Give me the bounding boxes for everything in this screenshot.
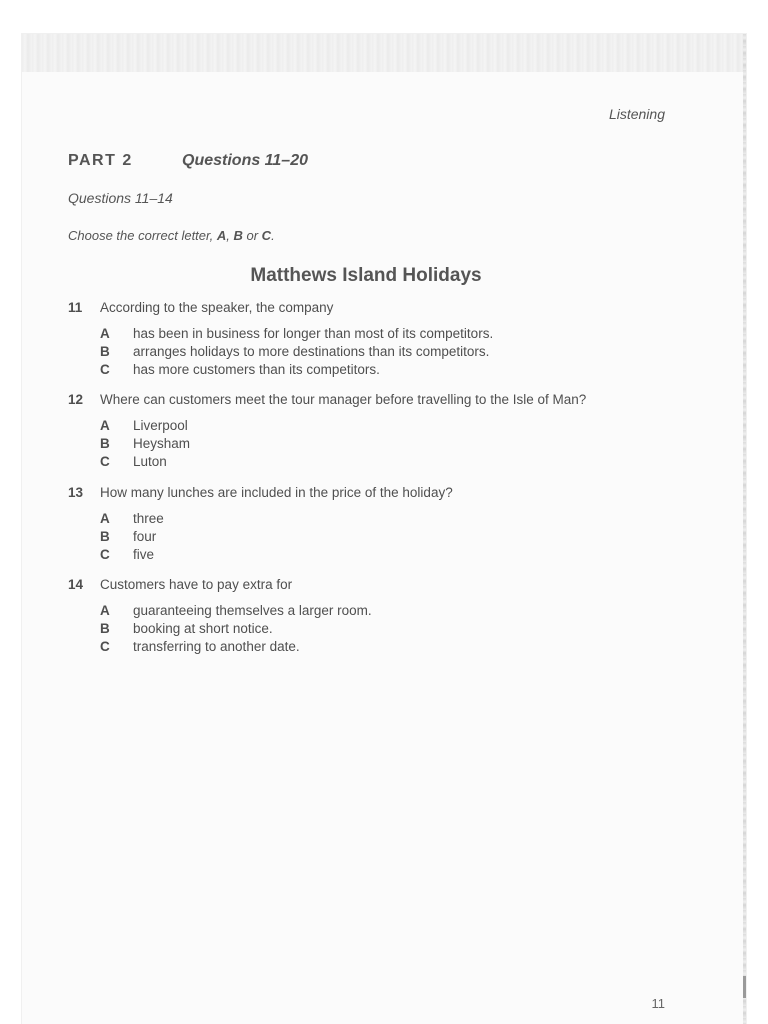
instruction-prefix: Choose the correct letter, (68, 228, 217, 243)
option-list (68, 417, 688, 471)
option-letter: A (100, 418, 110, 433)
option-text: Liverpool (133, 418, 188, 433)
sub-questions-range: Questions 11–14 (68, 190, 173, 206)
option-list (68, 325, 688, 379)
option-b (68, 435, 688, 453)
option-text: five (133, 547, 155, 562)
question-stem (68, 389, 688, 411)
option-letter: A (100, 326, 110, 341)
option-letter: C (100, 362, 110, 377)
running-head: Listening (608, 106, 665, 122)
option-c (68, 546, 688, 564)
option-text: booking at short notice. (133, 621, 273, 636)
question-number: 11 (68, 300, 83, 315)
question-number: 12 (68, 392, 84, 407)
page-number: 11 (651, 996, 665, 1011)
option-text: guaranteeing themselves a larger room. (133, 603, 372, 618)
question-text: How many lunches are included in the price of the holiday? (100, 485, 453, 500)
option-a (68, 325, 688, 343)
option-b (68, 528, 688, 546)
scan-edge-mark (743, 976, 746, 998)
instruction-letter-a: A (216, 228, 227, 243)
part-label: PART 2 (68, 152, 133, 169)
option-a (68, 510, 688, 528)
option-text: Heysham (133, 436, 191, 451)
option-text: transferring to another date. (133, 639, 300, 654)
instruction-suffix: . (271, 228, 275, 243)
question-13 (68, 482, 688, 564)
option-list (68, 602, 688, 656)
option-a (68, 602, 688, 620)
option-text: has more customers than its competitors. (133, 362, 380, 377)
option-text: three (133, 511, 164, 526)
option-a (68, 417, 688, 435)
part-questions-range: Questions 11–20 (182, 152, 308, 169)
instruction-sep-2: or (242, 228, 262, 243)
question-12 (68, 389, 688, 471)
option-c (68, 638, 688, 656)
question-stem (68, 297, 688, 319)
option-letter: C (100, 454, 110, 469)
option-c (68, 453, 688, 471)
question-number: 13 (68, 485, 84, 500)
option-text: four (133, 529, 157, 544)
instruction-letter-c: C (261, 228, 272, 243)
option-letter: A (100, 603, 110, 618)
scan-right-edge (743, 34, 746, 1024)
question-11 (68, 297, 688, 379)
option-list (68, 510, 688, 564)
option-letter: B (100, 436, 110, 451)
option-text: has been in business for longer than most of its competitors. (133, 326, 494, 341)
question-number: 14 (68, 577, 84, 592)
option-text: Luton (133, 454, 167, 469)
option-letter: B (100, 621, 110, 636)
option-text: arranges holidays to more destinations than its competitors. (133, 344, 490, 359)
instruction (68, 228, 275, 243)
question-14 (68, 574, 688, 656)
scan-header-strip (22, 34, 746, 72)
instruction-sep-1: , (226, 228, 234, 243)
question-text: Where can customers meet the tour manager before travelling to the Isle of Man? (100, 392, 587, 407)
option-letter: B (100, 529, 110, 544)
option-b (68, 620, 688, 638)
part-heading (68, 152, 308, 170)
question-text: According to the speaker, the company (100, 300, 334, 315)
option-letter: C (100, 547, 110, 562)
option-letter: B (100, 344, 110, 359)
option-b (68, 343, 688, 361)
question-stem (68, 482, 688, 504)
question-text: Customers have to pay extra for (100, 577, 293, 592)
instruction-letter-b: B (233, 228, 243, 243)
option-letter: A (100, 511, 110, 526)
question-stem (68, 574, 688, 596)
option-c (68, 361, 688, 379)
option-letter: C (100, 639, 110, 654)
section-title: Matthews Island Holidays (250, 265, 482, 286)
